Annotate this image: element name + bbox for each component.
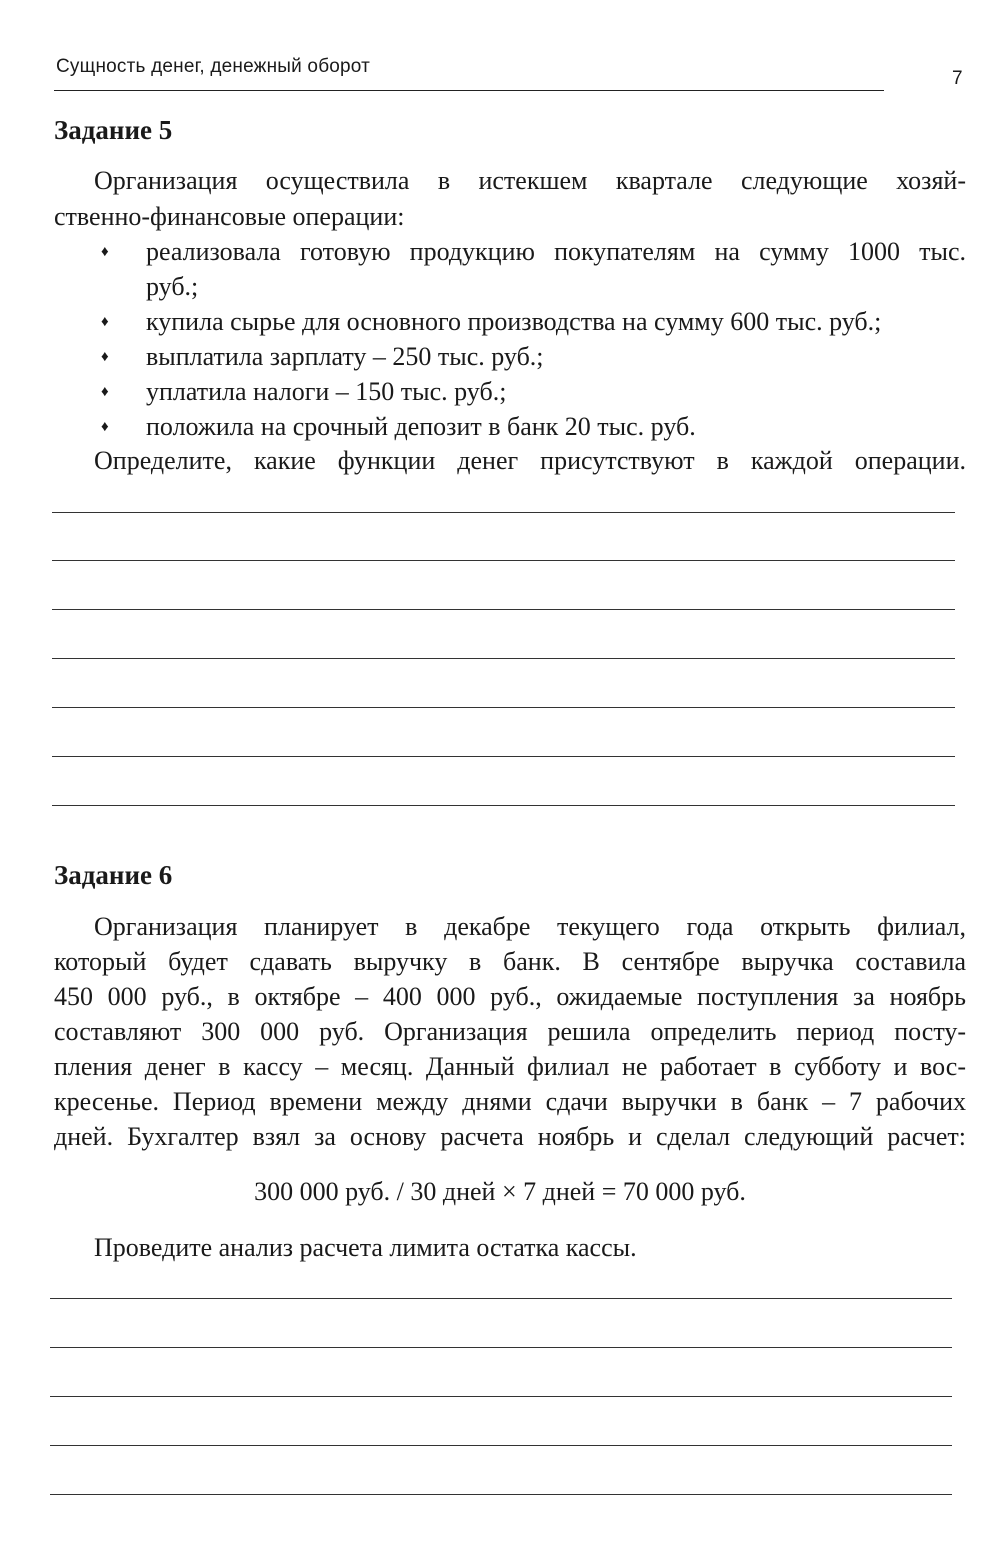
bullet-marker-icon: ♦ bbox=[101, 349, 109, 365]
answer-line[interactable] bbox=[50, 1494, 952, 1495]
task5-bullet-1-line-2: руб.; bbox=[146, 272, 199, 301]
task6-paragraph-line-1: Организация планирует в декабре текущего года открыть филиал, bbox=[94, 912, 966, 941]
task5-bullet-5: положила на срочный депозит в банк 20 тыс. руб. bbox=[146, 412, 696, 441]
page-number: 7 bbox=[952, 68, 963, 89]
task6-heading: Задание 6 bbox=[54, 860, 173, 890]
bullet-marker-icon: ♦ bbox=[101, 419, 109, 435]
answer-line[interactable] bbox=[52, 560, 955, 561]
task5-heading: Задание 5 bbox=[54, 115, 173, 145]
task6-paragraph-line-7: дней. Бухгалтер взял за основу расчета ноябрь и сделал следующий расчет: bbox=[54, 1122, 966, 1151]
task5-bullet-3: выплатила зарплату – 250 тыс. руб.; bbox=[146, 342, 544, 371]
task6-paragraph-line-2: который будет сдавать выручку в банк. В сентябре выручка составила bbox=[54, 947, 966, 976]
task6-paragraph-line-6: кресенье. Период времени между днями сдачи выручки в банк – 7 рабочих bbox=[54, 1087, 966, 1116]
answer-line[interactable] bbox=[50, 1298, 952, 1299]
task5-question: Определите, какие функции денег присутствуют в каждой операции. bbox=[94, 446, 966, 475]
answer-line[interactable] bbox=[52, 609, 955, 610]
answer-line[interactable] bbox=[52, 805, 955, 806]
answer-line[interactable] bbox=[50, 1445, 952, 1446]
task6-paragraph-line-3: 450 000 руб., в октябре – 400 000 руб., ожидаемые поступления за ноябрь bbox=[54, 982, 966, 1011]
answer-line[interactable] bbox=[52, 658, 955, 659]
task5-bullet-1-line-1: реализовала готовую продукцию покупателям на сумму 1000 тыс. bbox=[146, 237, 966, 266]
header-divider bbox=[54, 90, 884, 91]
task6-paragraph-line-4: составляют 300 000 руб. Организация решила определить период посту- bbox=[54, 1017, 966, 1046]
answer-line[interactable] bbox=[50, 1347, 952, 1348]
answer-line[interactable] bbox=[52, 756, 955, 757]
task6-question: Проведите анализ расчета лимита остатка кассы. bbox=[94, 1233, 637, 1262]
task5-bullet-4: уплатила налоги – 150 тыс. руб.; bbox=[146, 377, 507, 406]
task5-intro-line-2: ственно-финансовые операции: bbox=[54, 202, 405, 231]
bullet-marker-icon: ♦ bbox=[101, 244, 109, 260]
task5-bullet-2: купила сырье для основного производства на сумму 600 тыс. руб.; bbox=[146, 307, 882, 336]
answer-line[interactable] bbox=[52, 512, 955, 513]
answer-line[interactable] bbox=[52, 707, 955, 708]
task5-intro-line-1: Организация осуществила в истекшем квартале следующие хозяй- bbox=[94, 166, 966, 195]
bullet-marker-icon: ♦ bbox=[101, 384, 109, 400]
task6-paragraph-line-5: пления денег в кассу – месяц. Данный филиал не работает в субботу и вос- bbox=[54, 1052, 966, 1081]
answer-line[interactable] bbox=[50, 1396, 952, 1397]
task6-formula: 300 000 руб. / 30 дней × 7 дней = 70 000 руб. bbox=[254, 1177, 746, 1206]
bullet-marker-icon: ♦ bbox=[101, 314, 109, 330]
running-header-title: Сущность денег, денежный оборот bbox=[56, 56, 371, 77]
